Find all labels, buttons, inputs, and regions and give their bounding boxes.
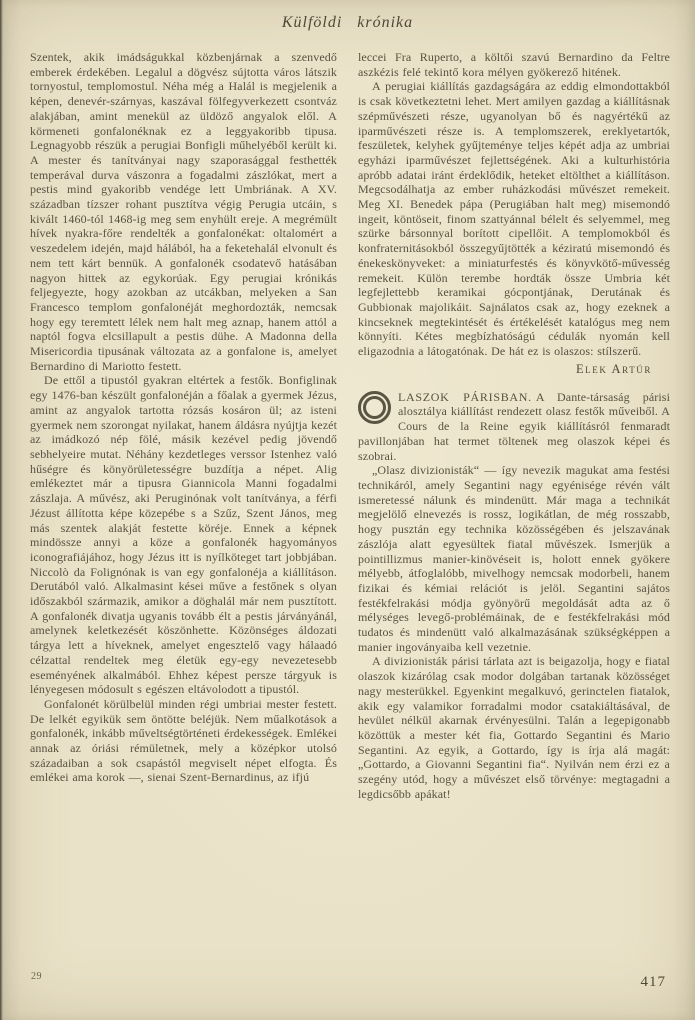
author-signature: Elek Artúr	[575, 361, 652, 376]
paragraph: De ettől a tipustól gyakran eltértek a festők. Bonfiglinak egy 1476-ban készült gonfalonéján a főalak a gyermek Jézus, amint az angyalok tartotta rózsás kosáron ül; az isteni gyermek nem szorongat nyilakat, hanem áldásra nyújtja kezét az imádkozó nép fölé, másik kezével pedig jövendő sebhelyeire mutat. Néhány kezdetleges verssor Istenhez való hűségre és könyörületességre buzdítja a népet. Alig emlékeztet már a tipusra Giannicola Manni fogadalmi zászlaja. A művész, aki Peruginónak volt tanítványa, a férfi Jézust állította képe közepébe s a Szűz, Szent János, meg más szentek alakját festette köréje. Ennek a képnek mindössze annyi a köze a gonfalonék hagyományos iconografiájához, hogy Jézus itt is nyílköteget tart jobbjában. Niccolò da Folignónak is van egy gonfalonéja a kiállításon. Derutából való. Alkalmasint kései műve a festőnek s olyan időszakból származik, amikor a döghalál már nem pusztított. A gonfalonék divatja ugyanis tovább élt a pestis járványánál, amelynek keletkezését köszönhette. Közönséges áldozati tárgya lett a híveknek, amelyet engesztelő vagy hálaadó célzattal rendeltek meg életük egy-egy nevezetesebb eseményének alkalmából. Ehhez képest persze tárgyuk is lényegesen módosult s egészen eltávolodott a tipustól.	[30, 373, 337, 697]
page-number: 417	[640, 974, 666, 990]
article-lead-paragraph	[358, 390, 670, 464]
paragraph: „Olasz divizionisták“ — így nevezik magukat ama festési technikáról, amely Segantini nagy egyénisége révén vált ismeretessé nálunk és mindenütt. Már maga a technikát megjelölő elnevezés is rossz, logikátlan, de még rosszabb, hogy pusztán egy technika közösségében és jelszavának zászlója alatt egyesültek fiatal művészek. Ismerjük a pointillizmus manier-kinövéseit is, holott ennek gyökere mélyebb, átfoglalóbb, mivelhogy nemcsak modorbeli, hanem fizikai és kémiai relációt is jelöl. Segantini sajátos festékfelrakási módja gyönyörű megoldását adta az ő mélységes levegő-problémáinak, de e festékfelrakási mód tudatos és mindenütt való alkalmazásának szükségképpen a manier ingoványaiba kell vezetnie.	[358, 463, 670, 654]
text-columns	[30, 50, 670, 801]
drop-cap-letter	[374, 407, 375, 408]
paragraph: Gonfalonét körülbelül minden régi umbriai mester festett. De lelkét egyikük sem öntötte beléjük. Nem műalkotások a gonfalonék, inkább műveltségtörténeti érdekességek. Emlékei annak az óriási rémületnek, mely a középkor utolsó századaiban a sok csapástól megviselt népet elfogta. És emlékei ama korok —, sienai Szent-Bernardinus, az ifjú	[30, 696, 337, 785]
signature-mark-page-number: 29	[31, 971, 42, 982]
article-lead-in: LASZOK PÁRISBAN.	[398, 389, 532, 404]
left-column	[30, 50, 337, 801]
paragraph: A divizionisták párisi tárlata azt is beigazolja, hogy e fiatal olaszok kizárólag csak modor dolgában tartanak közösséget nagy mesterükkel. Egyenkint megalkuvó, gerinctelen fiatalok, akik egy valamikor forradalmi modor csatakiáltásával, de hevület nélkül akarnak érvényesülni. Talán a legepigonabb közöttük a mester két fia, Gottardo Segantini és Mario Segantini. Az egyik, a Gottardo, így is írja alá magát: „Gottardo, a Giovanni Segantini fia“. Nyilván nem érzi ez a szegény utód, hogy a művészet első törvénye: megtagadni a legdicsőbb apákat!	[358, 654, 670, 801]
page-header-title: Külföldi krónika	[281, 14, 414, 31]
second-article	[358, 390, 670, 802]
paragraph: A perugiai kiállítás gazdagságára az eddig elmondottakból is csak következtetni lehet. Mert amilyen gazdag a kiállításnak szépművészeti része, ugyanolyan bő és nagyértékű az iparművészeti része is. A templomszerek, ereklyetartók, feszületek, kelyhek gyűjteménye teljes képét adja az umbriai egyházi iparművészet fejlettségének. Aki a kulturhistória apróbb adatai iránt érdeklődik, heteket eltölthet a kiállításon. Megcsodálhatja az ember ruházkodási művészet remekeit. Meg XI. Benedek pápa (Perugiában halt meg) misemondó ingeit, köntöseit, finom szattyánnal bélelt és selyemmel, meg szürke bársonnyal borított cipellőit. A templomokból és konfraternitásokból összegyűjtötték a kéziratú misemondó és énekeskönyveket: a miniaturfestés és könyvkötő-művesség remekeit. Külön terembe hordták össze Umbria két legfejlettebb keramikai gócpontjának, Derutának és Gubbionak majolikáit. Sajnálatos csak az, hogy ezeknek a kincseknek megtekintését és értékelését katalógus meg nem könnyíti. Kétes megbízhatóságú cédulák nyomán kell eligazodnia a látogatónak. De hát ez is olaszos: stílszerű.	[358, 79, 670, 359]
paragraph: Szentek, akik imádságukkal közbenjárnak a szenvedő emberek érdekében. Legalul a dögvész sújtotta város látszik tornyostul, templomostul. Néha még a Halál is megjelenik a képen, denevér-szárnyas, kaszával fölfegyverkezett csontváz alakjában, amint menekül az üldöző angyalok elől. A körmeneti gonfalonéknak ez a leggyakoribb tipusa. Legnagyobb részük a perugiai Bonfigli műhelyéből került ki. A mester és tanítványai nagy szaporasággal festhették temperával durva vászonra a fogadalmi zászlókat, mert a pestis mind gyakoribb vendége lett Umbriának. A XV. században tízszer rohant pusztítva végig Perugia utcáin, s kivált 1460-tól 1468-ig meg sem enyhült ereje. A megrémült hívek nyakra-főre rendelték a gonfalonékat: oltalomért a veszedelem idején, majd hálából, ha a feketehalál elvonult és nem tett kárt bennük. A gonfalonék csodatevő hatásában nagyon hittek az egykorúak. Egy perugiai krónikás feljegyezte, hogy azokban az utcákban, melyeken a San Francesco templom gonfalonéját meghordozták, nemcsak hogy egy teremtett lélek nem halt meg aznap, hanem attól a naptól fogva elcsillapult a pestis dühe. A Madonna della Misericordia tipusának változata az a gonfalone is, amelyet Bernardino di Mariotto festett.	[30, 50, 337, 373]
article-lead-text: A Dante-társaság párisi alosztálya kiállítást rendezett olasz festők műveiből. A Cours de la Reine egyik kiállításról fenmaradt pavillonjában hat termet töltenek meg olaszok képei és szobrai.	[358, 389, 671, 463]
drop-cap-ornament-o-icon	[358, 391, 391, 424]
right-column	[358, 50, 670, 801]
scan-left-edge	[0, 0, 3, 1020]
paragraph: leccei Fra Ruperto, a költői szavú Bernardino da Feltre aszkézis felé tekintő kora mélyen gyökerező hitének.	[358, 50, 670, 79]
